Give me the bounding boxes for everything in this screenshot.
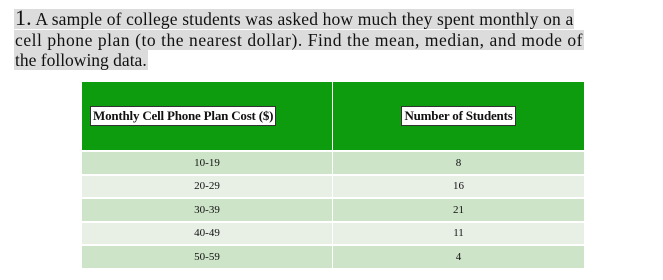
question-number: 1. — [15, 5, 32, 30]
table-row — [82, 151, 584, 175]
students-cell: 8 — [333, 151, 585, 175]
question-line-1: 1. A sample of college students was asked how much they spent monthly on a — [15, 5, 574, 30]
cost-cell: 50-59 — [82, 245, 333, 268]
table-row — [82, 175, 584, 199]
cost-cell: 40-49 — [82, 222, 333, 246]
table-row — [82, 198, 584, 222]
header-students: Number of Students — [333, 82, 585, 151]
students-cell: 4 — [333, 245, 585, 268]
cost-cell: 10-19 — [82, 151, 333, 175]
cost-cell: 30-39 — [82, 198, 333, 222]
students-cell: 16 — [333, 175, 585, 199]
question-text — [14, 5, 654, 71]
students-cell: 21 — [333, 198, 585, 222]
frequency-table — [82, 82, 584, 268]
cost-cell: 20-29 — [82, 175, 333, 199]
table-row — [82, 245, 584, 268]
header-cost: Monthly Cell Phone Plan Cost ($) — [82, 82, 333, 151]
question-line-3: the following data. — [15, 50, 147, 70]
students-cell: 11 — [333, 222, 585, 246]
table-header-row — [82, 82, 584, 151]
question-line-2: cell phone plan (to the nearest dollar). Find the mean, median, and mode of — [15, 29, 584, 50]
table-row — [82, 222, 584, 246]
